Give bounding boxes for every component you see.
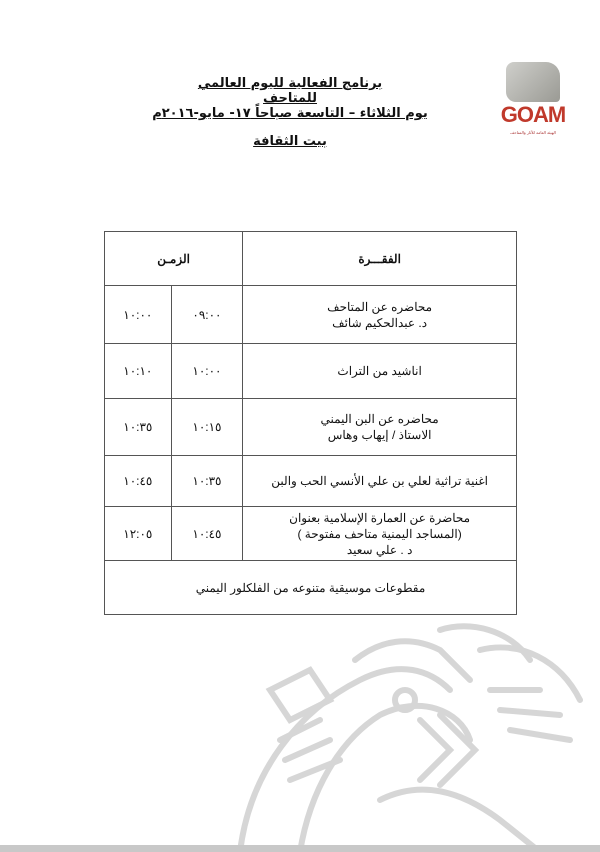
- item-cell: [243, 286, 517, 344]
- table-row: [105, 344, 517, 399]
- stone-emblem-icon: [506, 62, 560, 102]
- end-time-cell: ١٠:١٠: [105, 344, 172, 399]
- venue: بيت الثقافة: [253, 134, 327, 149]
- start-time-cell: ٠٩:٠٠: [171, 286, 243, 344]
- table-row: [105, 456, 517, 507]
- item-line: اناشيد من التراث: [337, 364, 422, 378]
- table-row: [105, 507, 517, 561]
- end-time-cell: ١٠:٣٥: [105, 399, 172, 456]
- col-time-header: الزمـن: [105, 232, 243, 286]
- goam-logo: [500, 62, 566, 146]
- col-item-header: الفقـــرة: [243, 232, 517, 286]
- item-line: اغنية تراثية لعلي بن علي الأنسي الحب والبن: [271, 474, 488, 488]
- logo-subtitle: الهيئة العامة للآثار والمتاحف: [510, 130, 556, 135]
- start-time-cell: ١٠:٣٥: [171, 456, 243, 507]
- start-time-cell: ١٠:٠٠: [171, 344, 243, 399]
- item-line: محاضرة عن العمارة الإسلامية بعنوان: [289, 510, 471, 525]
- item-cell: [243, 344, 517, 399]
- footer-item: مقطوعات موسيقية متنوعه من الفلكلور اليمني: [105, 561, 517, 615]
- page-bottom-edge: [0, 845, 600, 852]
- item-line: د. عبدالحكيم شائف: [332, 315, 428, 330]
- table-footer-row: [105, 561, 517, 615]
- item-line: د . علي سعيد: [346, 542, 413, 557]
- item-line: الاستاذ / إيهاب وهاس: [327, 428, 432, 442]
- item-line: محاضره عن البن اليمني: [320, 412, 439, 426]
- schedule-table: [104, 231, 517, 615]
- date-line: يوم الثلاثاء – التاسعة صباحاً ١٧- مايو-٢٠١٦م: [152, 106, 428, 121]
- table-row: [105, 286, 517, 344]
- end-time-cell: ١٠:٤٥: [105, 456, 172, 507]
- end-time-cell: ١٠:٠٠: [105, 286, 172, 344]
- table-header-row: [105, 232, 517, 286]
- item-cell: [243, 507, 517, 561]
- start-time-cell: ١٠:٤٥: [171, 507, 243, 561]
- item-cell: [243, 399, 517, 456]
- end-time-cell: ١٢:٠٥: [105, 507, 172, 561]
- program-title: برنامج الفعالية لليوم العالمي للمتاحف: [197, 76, 383, 106]
- start-time-cell: ١٠:١٥: [171, 399, 243, 456]
- item-line: محاضره عن المتاحف: [327, 299, 433, 314]
- table-row: [105, 399, 517, 456]
- item-cell: [243, 456, 517, 507]
- logo-text: GOAM: [500, 102, 566, 127]
- item-line: (المساجد اليمنية متاحف مفتوحة ): [297, 526, 462, 541]
- decorative-bird-watermark-icon: [0, 620, 600, 852]
